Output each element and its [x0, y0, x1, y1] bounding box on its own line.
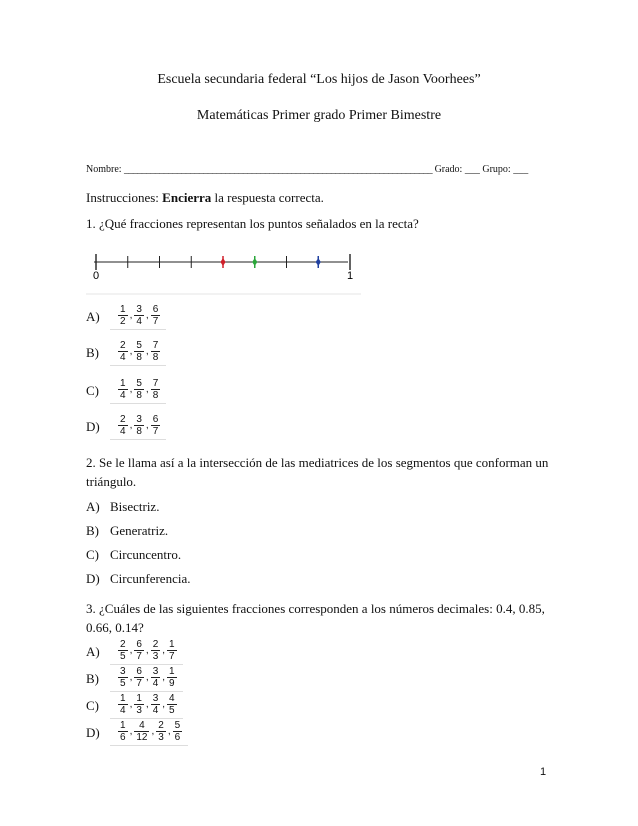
fraction-denominator: 4: [152, 678, 159, 689]
fraction-numerator: 2: [120, 340, 126, 351]
fraction-group: [110, 719, 188, 746]
fraction-separator: ,: [129, 726, 133, 737]
fraction-denominator: 3: [152, 651, 159, 662]
fraction: [134, 378, 144, 401]
school-title: Escuela secundaria federal “Los hijos de Jason Voorhees”: [157, 72, 481, 87]
fraction-separator: ,: [151, 726, 155, 737]
fraction: [173, 720, 183, 743]
fraction-separator: ,: [162, 699, 166, 710]
fraction-group: [110, 638, 183, 665]
number-line-point: [316, 258, 321, 266]
fraction-numerator: 3: [152, 693, 159, 704]
option-text: Generatriz.: [110, 523, 169, 538]
fraction: [167, 666, 177, 689]
option-label: D): [86, 724, 100, 740]
fraction-denominator: 8: [136, 426, 142, 437]
option-text: Bisectriz.: [110, 499, 160, 514]
option-label: A): [86, 308, 100, 324]
fraction: [151, 639, 161, 662]
fraction: [151, 378, 161, 401]
question-1-option[interactable]: [86, 303, 166, 330]
question-2-option[interactable]: [86, 571, 190, 587]
question-3-option[interactable]: [86, 719, 188, 746]
instructions: [86, 190, 324, 206]
fraction: [134, 639, 144, 662]
fraction-group: [110, 303, 166, 330]
fraction-separator: ,: [162, 672, 166, 683]
question-3-option[interactable]: [86, 665, 183, 692]
fraction: [151, 340, 161, 363]
nombre-label: Nombre:: [86, 164, 122, 175]
question-1-option[interactable]: [86, 413, 166, 440]
fraction: [151, 666, 161, 689]
fraction-denominator: 6: [120, 732, 126, 743]
fraction: [134, 340, 144, 363]
fraction: [134, 666, 144, 689]
fraction-numerator: 3: [136, 304, 142, 315]
fraction-separator: ,: [145, 645, 149, 656]
question-2-option[interactable]: [86, 523, 168, 539]
question-3-option[interactable]: [86, 638, 183, 665]
question-3-line2: 0.66, 0.14?: [86, 620, 144, 635]
instructions-prefix: Instrucciones:: [86, 190, 159, 205]
fraction: [134, 720, 149, 743]
fraction: [118, 340, 128, 363]
fraction-numerator: 1: [120, 693, 126, 704]
number-line: [86, 246, 366, 296]
fraction: [118, 720, 128, 743]
number-line-point: [252, 258, 257, 266]
fraction: [151, 693, 161, 716]
fraction-numerator: 3: [120, 666, 126, 677]
fraction-group: [110, 665, 183, 692]
fraction: [151, 304, 161, 327]
fraction-denominator: 7: [152, 316, 159, 327]
instructions-rest: la respuesta correcta.: [214, 190, 324, 205]
option-label: B): [86, 344, 99, 360]
fraction-numerator: 7: [152, 378, 159, 389]
grupo-label: Grupo:: [482, 164, 511, 175]
fraction: [118, 693, 128, 716]
fraction-separator: ,: [167, 726, 171, 737]
fraction-denominator: 4: [120, 426, 126, 437]
fraction-numerator: 7: [152, 340, 159, 351]
number-line-end-label: 1: [346, 270, 354, 282]
fraction-denominator: 4: [120, 390, 126, 401]
fraction-separator: ,: [145, 672, 149, 683]
fraction-numerator: 1: [136, 693, 142, 704]
fraction: [156, 720, 166, 743]
number-line-start-label: 0: [92, 270, 100, 282]
fraction-denominator: 9: [169, 678, 175, 689]
fraction-denominator: 6: [174, 732, 181, 743]
fraction-denominator: 4: [152, 705, 159, 716]
course-subtitle: Matemáticas Primer grado Primer Bimestre: [196, 108, 442, 123]
fraction-numerator: 4: [169, 693, 175, 704]
option-label: C): [86, 547, 99, 562]
fraction-separator: ,: [129, 645, 133, 656]
fraction-denominator: 3: [158, 732, 164, 743]
fraction: [134, 693, 144, 716]
question-1-option[interactable]: [86, 339, 166, 366]
fraction: [167, 693, 177, 716]
option-text: Circunferencia.: [110, 571, 191, 586]
page-number: 1: [540, 766, 547, 778]
fraction-denominator: 7: [136, 651, 142, 662]
fraction-separator: ,: [129, 346, 133, 357]
fraction-group: [110, 413, 166, 440]
fraction-denominator: 7: [169, 651, 175, 662]
fraction-numerator: 1: [169, 666, 175, 677]
fraction-numerator: 6: [152, 414, 159, 425]
grupo-blank[interactable]: ___: [513, 164, 529, 175]
fraction: [167, 639, 177, 662]
fraction-denominator: 2: [120, 316, 126, 327]
question-3-option[interactable]: [86, 692, 183, 719]
fraction-denominator: 5: [169, 705, 175, 716]
fraction-separator: ,: [162, 645, 166, 656]
option-label: C): [86, 697, 99, 713]
fraction: [151, 414, 161, 437]
fraction-numerator: 5: [174, 720, 181, 731]
grado-label: Grado:: [434, 164, 463, 175]
option-label: A): [86, 643, 100, 659]
number-line-point: [220, 258, 225, 266]
fraction-numerator: 3: [152, 666, 159, 677]
fraction-numerator: 4: [134, 720, 149, 732]
question-1-text: 1. ¿Qué fracciones representan los puntos señalados en la recta?: [86, 216, 419, 231]
fraction-numerator: 2: [120, 639, 126, 650]
fraction-denominator: 5: [120, 678, 126, 689]
question-1-option[interactable]: [86, 377, 166, 404]
fraction-separator: ,: [129, 699, 133, 710]
fraction-separator: ,: [129, 420, 133, 431]
fraction-denominator: 8: [152, 352, 159, 363]
option-label: B): [86, 523, 99, 538]
option-label: A): [86, 499, 100, 514]
fraction-separator: ,: [129, 672, 133, 683]
fraction-denominator: 7: [152, 426, 159, 437]
fraction-denominator: 8: [136, 352, 142, 363]
instructions-bold: Encierra: [162, 190, 212, 205]
fraction-denominator: 12: [136, 732, 148, 743]
nombre-blank[interactable]: ______________________________________________________________________: [124, 164, 433, 175]
option-label: C): [86, 382, 99, 398]
fraction-separator: ,: [145, 420, 149, 431]
fraction-denominator: 4: [136, 316, 142, 327]
option-label: D): [86, 571, 100, 586]
fraction-numerator: 2: [120, 414, 126, 425]
fraction-group: [110, 377, 166, 404]
option-label: D): [86, 418, 100, 434]
fraction: [118, 666, 128, 689]
fraction-separator: ,: [129, 310, 133, 321]
question-2-option[interactable]: [86, 547, 181, 563]
option-label: B): [86, 670, 99, 686]
fraction-numerator: 1: [120, 720, 126, 731]
student-info-line: [86, 164, 528, 175]
question-3-line1: 3. ¿Cuáles de las siguientes fracciones corresponden a los números decimales: 0.4, 0.85,: [86, 601, 545, 616]
fraction-numerator: 1: [169, 639, 175, 650]
fraction-numerator: 2: [158, 720, 164, 731]
fraction-denominator: 4: [120, 352, 126, 363]
fraction-group: [110, 692, 183, 719]
fraction: [118, 414, 128, 437]
fraction: [118, 378, 128, 401]
fraction-numerator: 2: [152, 639, 159, 650]
fraction: [134, 414, 144, 437]
question-2-line1: 2. Se le llama así a la intersección de las mediatrices de los segmentos que conforman un: [86, 455, 549, 470]
fraction-denominator: 5: [120, 651, 126, 662]
fraction: [118, 639, 128, 662]
fraction-numerator: 1: [120, 304, 126, 315]
fraction-separator: ,: [129, 384, 133, 395]
option-text: Circuncentro.: [110, 547, 182, 562]
fraction-denominator: 8: [136, 390, 142, 401]
fraction-denominator: 7: [136, 678, 142, 689]
fraction-separator: ,: [145, 346, 149, 357]
fraction-denominator: 3: [136, 705, 142, 716]
question-2-line2: triángulo.: [86, 474, 137, 489]
question-2-option[interactable]: [86, 499, 159, 515]
fraction-separator: ,: [145, 310, 149, 321]
fraction-separator: ,: [145, 699, 149, 710]
fraction-numerator: 1: [120, 378, 126, 389]
fraction-numerator: 6: [136, 666, 142, 677]
fraction-numerator: 6: [136, 639, 142, 650]
fraction: [134, 304, 144, 327]
fraction-numerator: 6: [152, 304, 159, 315]
fraction-denominator: 8: [152, 390, 159, 401]
fraction: [118, 304, 128, 327]
fraction-numerator: 3: [136, 414, 142, 425]
fraction-denominator: 4: [120, 705, 126, 716]
fraction-separator: ,: [145, 384, 149, 395]
fraction-group: [110, 339, 166, 366]
fraction-numerator: 5: [136, 340, 142, 351]
grado-blank[interactable]: ___: [464, 164, 480, 175]
fraction-numerator: 5: [136, 378, 142, 389]
